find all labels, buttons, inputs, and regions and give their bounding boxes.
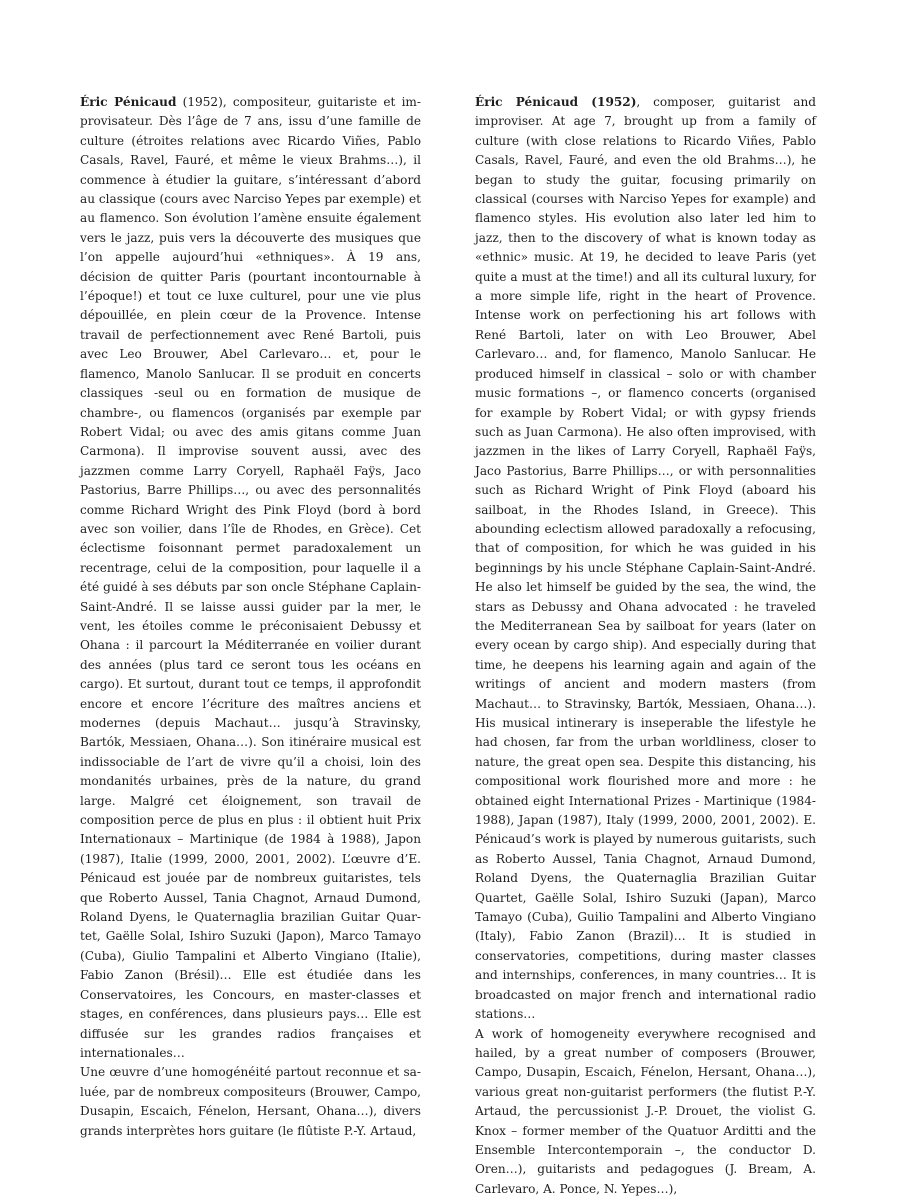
english-paragraph-2: A work of homogeneity everywhere recognised and hailed, by a great number of composers (Brouwer, Campo, Dusapin, Escaich, Fénelon, Hersant, Ohana…), various great non-guitarist performers (the flutist P.-Y. Artaud, the percussionist J.-P. Drouet, the violist G. Knox – former member of the Quatuor Arditti and the Ensemble Intercontemporain –, the conductor D. Oren…), guitarists and pedagogues (J. Bream, A. Carlevaro, A. Ponce, N. Yepes…), — [475, 1026, 816, 1196]
english-composer-name: Éric Pénicaud (1952) — [475, 95, 637, 109]
french-biography-column — [80, 93, 421, 1141]
french-composer-name: Éric Pénicaud — [80, 95, 177, 109]
english-biography-column — [475, 93, 816, 1199]
french-paragraph-1-text: (1952), compositeur, guitariste et improvisateur. Dès l’âge de 7 ans, issu d’une famille de culture (étroites relations avec Ricardo Viñes, Pablo Casals, Ravel, Fauré, et même le vieux Brahms…), il commence à étudier la guitare, s’intéressant d’abord au classique (cours avec Narciso Yepes par exemple) et au flamenco. Son évolution l’amène ensuite également vers le jazz, puis vers la découverte des musiques que l’on appelle aujourd’hui «ethniques». À 19 ans, décision de quitter Paris (pourtant incontournable à l’époque!) et tout ce luxe culturel, pour une vie plus dépouillée, en plein cœur de la Provence. Intense travail de perfectionnement avec René Bartoli, puis avec Leo Brouwer, Abel Carlevaro… et, pour le flamenco, Manolo Sanlucar. Il se produit en concerts classiques -seul ou en formation de musique de chambre-, ou flamencos (organisés par exemple par Robert Vidal; ou avec des amis gitans comme Juan Carmona). Il improvise souvent aussi, avec des jazzmen comme Larry Coryell, Raphaël Faÿs, Jaco Pastorius, Barre Phillips…, ou avec des personnalités comme Richard Wright des Pink Floyd (bord à bord avec son voilier, dans l’île de Rhodes, en Grèce). Cet éclectisme foisonnant permet paradoxalement un recentrage, celui de la composition, pour laquelle il a été guidé à ses débuts par son oncle Stéphane Caplain-Saint-André. Il se laisse aussi guider par la mer, le vent, les étoiles comme le préconisaient Debussy et Ohana : il parcourt la Méditerranée en voilier durant des années (plus tard ce seront tous les océans en cargo). Et surtout, durant tout ce temps, il approfondit encore et encore l’écriture des maîtres anciens et modernes (depuis Machaut… jusqu’à Stravinsky, Bartók, Messiaen, Ohana…). Son itinéraire musical est indissociable de l’art de vivre qu’il a choisi, loin des mondanités urbaines, près de la nature, du grand large. Malgré cet éloignement, son travail de composition perce de plus en plus : il obtient huit Prix Internationaux – Martinique (de 1984 à 1988), Japon (1987), Italie (1999, 2000, 2001, 2002). L’œuvre d’E. Pénicaud est jouée par de nombreux guitaristes, tels que Roberto Aussel, Tania Chagnot, Arnaud Dumond, Roland Dyens, le Quaternaglia brazilian Guitar Quartet, Gaëlle Solal, Ishiro Suzuki (Japon), Marco Tamayo (Cuba), Giulio Tampalini et Alberto Vingiano (Italie), Fabio Zanon (Brésil)… Elle est étudiée dans les Conservatoires, les Concours, en master-classes et stages, en conférences, dans plusieurs pays… Elle est diffusée sur les grandes radios françaises et internationales… — [80, 95, 421, 1060]
english-paragraph-1 — [475, 93, 816, 1025]
french-paragraph-2: Une œuvre d’une homogénéité partout reconnue et saluée, par de nombreux compositeurs (Brouwer, Campo, Dusapin, Escaich, Fénelon, Hersant, Ohana…), divers grands interprètes hors guitare (le flûtiste P.-Y. Artaud, — [80, 1065, 421, 1138]
french-paragraph-1 — [80, 93, 421, 1063]
english-paragraph-1-text: , composer, guitarist and improviser. At age 7, brought up from a family of culture (with close relations to Ricardo Viñes, Pablo Casals, Ravel, Fauré, and even the old Brahms…), he began to study the guitar, focusing primarily on classical (courses with Narciso Yepes for example) and flamenco styles. His evolution also later led him to jazz, then to the discovery of what is known today as «ethnic» music. At 19, he decided to leave Paris (yet quite a must at the time!) and all its cultural luxury, for a more simple life, right in the heart of Provence. Intense work on perfectioning his art follows with René Bartoli, later on with Leo Brouwer, Abel Carlevaro… and, for flamenco, Manolo Sanlucar. He produced himself in classical – solo or with chamber music formations –, or flamenco concerts (organised for example by Robert Vidal; or with gypsy friends such as Juan Carmona). He also often improvised, with jazzmen in the likes of Larry Coryell, Raphaël Faÿs, Jaco Pastorius, Barre Phillips…, or with personnalities such as Richard Wright of Pink Floyd (aboard his sailboat, in the Rhodes Island, in Greece). This abounding eclectism allowed paradoxally a refocusing, that of composition, for which he was guided in his beginnings by his uncle Stéphane Caplain-Saint-André. He also let himself be guided by the sea, the wind, the stars as Debussy and Ohana advocated : he traveled the Mediterranean Sea by sailboat for years (later on every ocean by cargo ship). And especially during that time, he deepens his learning again and again of the writings of ancient and modern masters (from Machaut… to Stravinsky, Bartók, Messiaen, Ohana…). His musical intinerary is inseperable the lifestyle he had chosen, far from the urban worldliness, closer to nature, the great open sea. Despite this distancing, his compositional work flourished more and more : he obtained eight International Prizes - Martinique (1984-1988), Japan (1987), Italy (1999, 2000, 2001, 2002). E. Pénicaud’s work is played by numerous guitarists, such as Roberto Aussel, Tania Chagnot, Arnaud Dumond, Roland Dyens, the Quaternaglia Brazilian Guitar Quartet, Gaëlle Solal, Ishiro Suzuki (Japan), Marco Tamayo (Cuba), Guilio Tampalini and Alberto Vingiano (Italy), Fabio Zanon (Brazil)… It is studied in conservatories, competitions, during master classes and internships, conferences, in many countries… It is broadcasted on major french and international radio stations… — [475, 95, 816, 1022]
